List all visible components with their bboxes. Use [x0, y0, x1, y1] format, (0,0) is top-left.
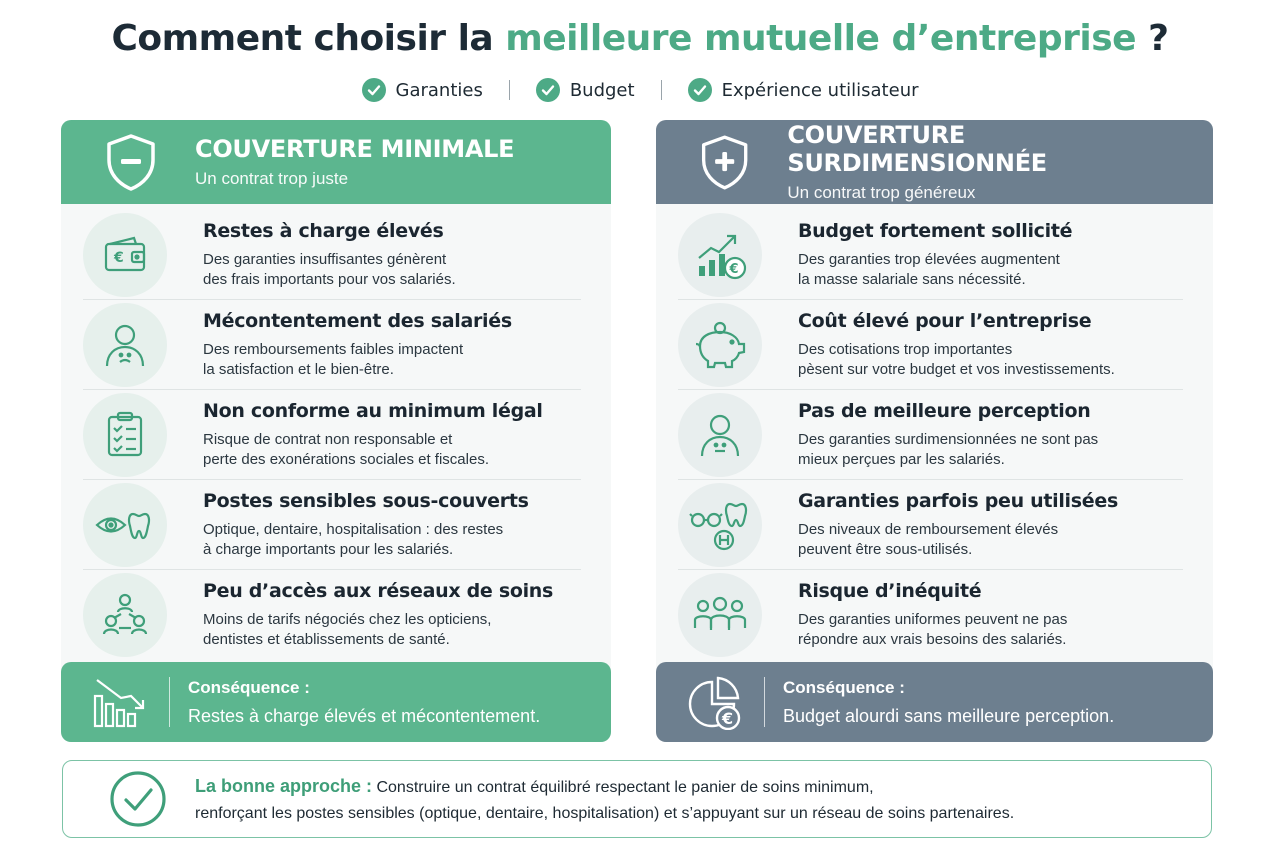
- title-accent: meilleure mutuelle d’entreprise: [505, 18, 1137, 59]
- row-title: Non conforme au minimum légal: [203, 399, 543, 422]
- row-desc-line: la satisfaction et le bien-être.: [203, 360, 394, 378]
- row-desc-line: mieux perçues par les salariés.: [798, 450, 1005, 468]
- row-title: Budget fortement sollicité: [798, 219, 1073, 242]
- panel-header: [61, 120, 611, 204]
- panel-oversized-coverage: [656, 120, 1213, 742]
- criterion-garanties: [336, 78, 509, 102]
- approach-label: La bonne approche :: [195, 775, 373, 796]
- criterion-label: Budget: [569, 79, 635, 101]
- row-description: [798, 610, 1067, 650]
- criterion-label: Garanties: [395, 79, 483, 101]
- row-title: Pas de meilleure perception: [798, 399, 1091, 422]
- risk-list: [61, 204, 611, 660]
- check-circle-icon: [688, 78, 712, 102]
- criterion-experience: [662, 78, 945, 102]
- row-title: Peu d’accès aux réseaux de soins: [203, 580, 554, 602]
- glasses-tooth-hospital-icon: [678, 483, 762, 567]
- row-description: [203, 250, 456, 290]
- list-item: [83, 210, 581, 300]
- check-circle-icon: [536, 78, 560, 102]
- sad-person-icon: [83, 303, 167, 387]
- panel-subtitle: Un contrat trop juste: [195, 169, 349, 188]
- row-desc-line: répondre aux vrais besoins des salariés.: [798, 631, 1067, 648]
- row-desc-line: pèsent sur votre budget et vos investissements.: [798, 360, 1115, 378]
- approach-text: Construire un contrat équilibré respectant le panier de soins minimum,: [376, 778, 874, 796]
- row-description: [798, 250, 1072, 290]
- title-suffix: ?: [1136, 18, 1169, 59]
- row-desc-line: Optique, dentaire, hospitalisation : des restes: [203, 520, 504, 538]
- row-description: [203, 610, 553, 650]
- criteria-bar: [0, 78, 1280, 102]
- panel-subtitle: Un contrat trop généreux: [787, 183, 976, 202]
- consequence-text: Budget alourdi sans meilleure perception.: [783, 705, 1115, 726]
- row-desc-line: dentistes et établissements de santé.: [203, 631, 450, 648]
- rising-chart-euro-icon: [678, 213, 762, 297]
- check-circle-icon: [362, 78, 386, 102]
- panel-minimal-coverage: [61, 120, 611, 742]
- svg-text:€: €: [114, 249, 124, 266]
- row-desc-line: Des cotisations trop importantes: [798, 340, 1013, 358]
- recommended-approach: [62, 760, 1212, 838]
- row-desc-line: Risque de contrat non responsable et: [203, 430, 453, 448]
- piggy-bank-icon: [678, 303, 762, 387]
- approach-line-1: [195, 776, 1014, 797]
- row-desc-line: Moins de tarifs négociés chez les opticiens,: [203, 611, 492, 628]
- row-desc-line: Des garanties trop élevées augmentent: [798, 250, 1060, 268]
- row-title: Restes à charge élevés: [203, 219, 444, 242]
- row-title: Postes sensibles sous-couverts: [203, 489, 529, 512]
- row-desc-line: perte des exonérations sociales et fiscales.: [203, 450, 489, 468]
- row-title: Mécontentement des salariés: [203, 309, 512, 332]
- neutral-person-icon: [678, 393, 762, 477]
- panel-title: COUVERTURE MINIMALE: [195, 135, 515, 163]
- list-item: [678, 390, 1183, 480]
- consequence-label: Conséquence :: [188, 677, 310, 697]
- row-desc-line: peuvent être sous-utilisés.: [798, 540, 973, 558]
- wallet-euro-icon: [83, 213, 167, 297]
- title-prefix: Comment choisir la: [111, 18, 506, 59]
- row-description: [203, 430, 543, 470]
- panel-title: COUVERTURE SURDIMENSIONNÉE: [787, 121, 1047, 177]
- list-item: [678, 210, 1183, 300]
- pie-euro-icon: [686, 674, 742, 730]
- svg-text:€: €: [722, 709, 734, 728]
- row-title: Coût élevé pour l’entreprise: [798, 309, 1092, 332]
- list-item: [83, 390, 581, 480]
- shield-plus-icon: [696, 132, 753, 192]
- row-description: [798, 430, 1098, 470]
- consequence-text: Restes à charge élevés et mécontentement.: [188, 705, 541, 726]
- check-circle-icon: [109, 770, 167, 828]
- row-desc-line: Des garanties insuffisantes génèrent: [203, 250, 447, 268]
- row-title: Garanties parfois peu utilisées: [798, 489, 1118, 512]
- row-description: [798, 520, 1118, 560]
- divider: [764, 677, 765, 727]
- panel-header: [656, 120, 1213, 204]
- care-network-icon: [83, 573, 167, 657]
- row-desc-line: la masse salariale sans nécessité.: [798, 270, 1026, 288]
- page-title: [0, 18, 1280, 59]
- list-item: [678, 480, 1183, 570]
- risk-list: [656, 204, 1213, 660]
- shield-minus-icon: [101, 132, 161, 192]
- svg-text:€: €: [729, 261, 739, 277]
- criterion-label: Expérience utilisateur: [721, 79, 919, 101]
- row-desc-line: Des remboursements faibles impactent: [203, 340, 464, 358]
- list-item: [83, 300, 581, 390]
- consequence-oversized: [656, 662, 1213, 742]
- row-description: [203, 520, 529, 560]
- approach-line-2: renforçant les postes sensibles (optique, dentaire, hospitalisation) et s’appuyant sur un réseau de soins partenaires.: [195, 804, 1015, 822]
- eye-tooth-icon: [83, 483, 167, 567]
- row-desc-line: Des niveaux de remboursement élevés: [798, 520, 1059, 538]
- checklist-clipboard-icon: [83, 393, 167, 477]
- list-item: [678, 570, 1183, 660]
- row-desc-line: des frais importants pour vos salariés.: [203, 270, 456, 288]
- consequence-label: Conséquence :: [783, 677, 905, 697]
- divider: [169, 677, 170, 727]
- row-desc-line: Des garanties uniformes peuvent ne pas: [798, 611, 1068, 628]
- list-item: [83, 480, 581, 570]
- list-item: [678, 300, 1183, 390]
- row-desc-line: à charge importants pour les salariés.: [203, 540, 454, 558]
- row-desc-line: Des garanties surdimensionnées ne sont pas: [798, 430, 1099, 448]
- consequence-minimal: [61, 662, 611, 742]
- list-item: [83, 570, 581, 660]
- row-title: Risque d’inéquité: [798, 580, 982, 602]
- row-description: [203, 340, 512, 380]
- criterion-budget: [510, 78, 661, 102]
- declining-bar-chart-icon: [91, 674, 147, 730]
- group-people-icon: [678, 573, 762, 657]
- row-description: [798, 340, 1115, 380]
